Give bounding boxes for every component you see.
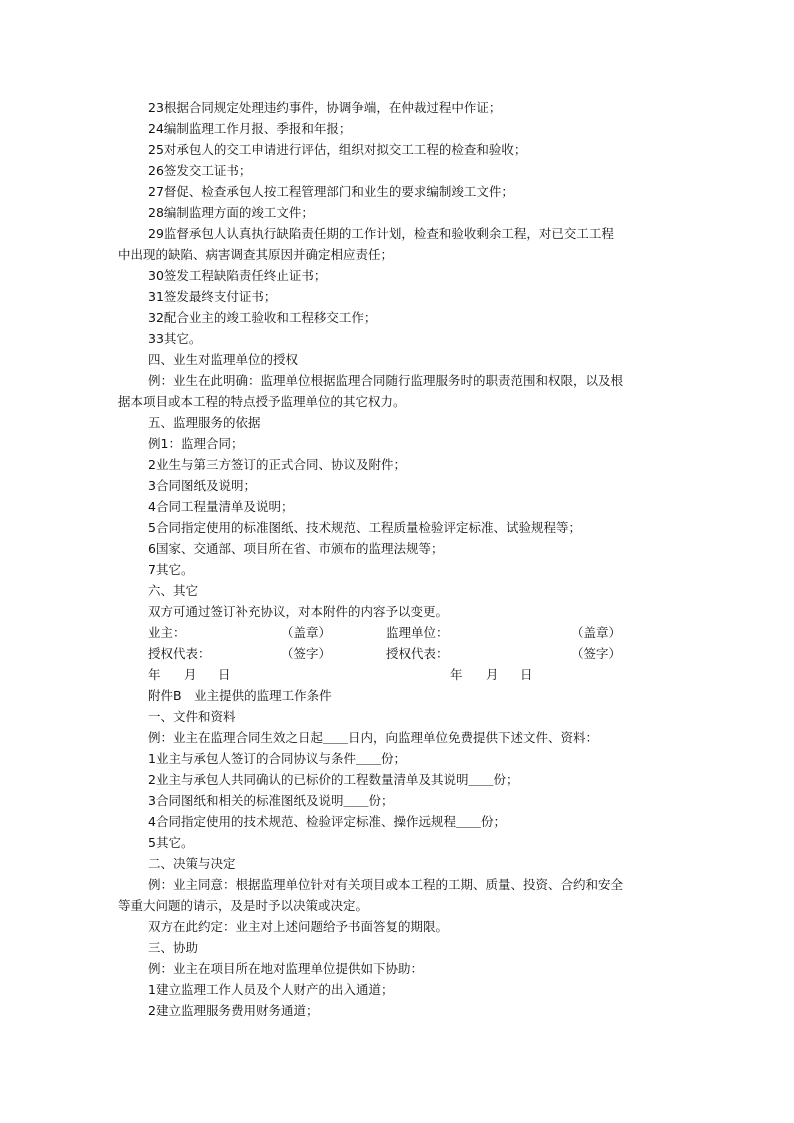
section-heading: 三、协助	[148, 940, 199, 955]
list-item: 23根据合同规定处理违约事件，协调争端，在仲裁过程中作证；	[148, 100, 502, 115]
appendix-title: 附件B 业主提供的监理工作条件	[148, 688, 332, 703]
rep-right-sign: （签字）	[571, 646, 622, 661]
section-heading: 二、决策与决定	[148, 856, 236, 871]
paragraph-continuation: 据本项目或本工程的特点授予监理单位的其它权力。	[118, 394, 406, 409]
list-item: 29监督承包人认真执行缺陷责任期的工作计划，检查和验收剩余工程，对已交工工程	[148, 226, 614, 241]
list-item: 4合同工程量清单及说明；	[148, 499, 294, 514]
date-right-year: 年	[450, 667, 463, 682]
list-item: 例1：监理合同；	[148, 436, 244, 451]
list-item: 33其它。	[148, 331, 202, 346]
date-left-day: 日	[218, 667, 231, 682]
list-item: 25对承包人的交工申请进行评估，组织对拟交工工程的检查和验收；	[148, 142, 527, 157]
paragraph-continuation: 等重大问题的请示，及是时予以决策或决定。	[118, 898, 369, 913]
section-heading: 五、监理服务的依据	[148, 415, 261, 430]
owner-seal: （盖章）	[281, 625, 332, 640]
list-item: 24编制监理工作月报、季报和年报；	[148, 121, 352, 136]
paragraph: 例：业主同意：根据监理单位针对有关项目或本工程的工期、质量、投资、合约和安全	[148, 877, 624, 892]
signature-row-date	[148, 664, 678, 685]
list-item: 30签发工程缺陷责任终止证书；	[148, 268, 327, 283]
signature-row-owner	[148, 622, 678, 643]
supervisor-seal: （盖章）	[571, 625, 622, 640]
date-right-day: 日	[520, 667, 533, 682]
section-heading: 六、其它	[148, 583, 199, 598]
list-item: 4合同指定使用的技术规范、检验评定标准、操作远规程＿＿份；	[148, 814, 506, 829]
list-item: 31签发最终支付证书；	[148, 289, 277, 304]
rep-right-label: 授权代表：	[386, 646, 449, 661]
list-item: 6国家、交通部、项目所在省、市颁布的监理法规等；	[148, 541, 444, 556]
date-right-month: 月	[486, 667, 499, 682]
list-item: 5其它。	[148, 835, 194, 850]
list-item: 1建立监理工作人员及个人财产的出入通道；	[148, 982, 394, 997]
supervisor-label: 监理单位：	[386, 625, 449, 640]
list-item: 3合同图纸和相关的标准图纸及说明＿＿份；	[148, 793, 394, 808]
list-item: 3合同图纸及说明；	[148, 478, 256, 493]
paragraph: 双方可通过签订补充协议，对本附件的内容予以变更。	[148, 604, 449, 619]
list-item: 例：业主在监理合同生效之日起＿＿日内，向监理单位免费提供下述文件、资料：	[148, 730, 599, 745]
document-body	[118, 97, 678, 1021]
rep-left-label: 授权代表：	[148, 646, 211, 661]
section-heading: 四、业生对监理单位的授权	[148, 352, 299, 367]
rep-left-sign: （签字）	[281, 646, 332, 661]
list-item: 2建立监理服务费用财务通道；	[148, 1003, 319, 1018]
list-item: 2业主与承包人共同确认的已标价的工程数量清单及其说明＿＿份；	[148, 772, 519, 787]
list-item: 2业生与第三方签订的正式合同、协议及附件；	[148, 457, 406, 472]
list-item-continuation: 中出现的缺陷、病害调查其原因并确定相应责任；	[118, 247, 394, 262]
list-item: 26签发交工证书；	[148, 163, 252, 178]
paragraph: 双方在此约定：业主对上述问题给予书面答复的期限。	[148, 919, 449, 934]
owner-label: 业主：	[148, 625, 186, 640]
section-heading: 一、文件和资料	[148, 709, 236, 724]
list-item: 例：业主在项目所在地对监理单位提供如下协助：	[148, 961, 424, 976]
paragraph: 例：业生在此明确：监理单位根据监理合同随行监理服务时的职责范围和权限，以及根	[148, 373, 624, 388]
list-item: 32配合业主的竣工验收和工程移交工作；	[148, 310, 377, 325]
date-left-year: 年	[148, 667, 161, 682]
list-item: 5合同指定使用的标准图纸、技术规范、工程质量检验评定标准、试验规程等；	[148, 520, 581, 535]
list-item: 7其它。	[148, 562, 194, 577]
list-item: 27督促、检查承包人按工程管理部门和业生的要求编制竣工文件；	[148, 184, 514, 199]
date-left-month: 月	[184, 667, 197, 682]
signature-row-rep	[148, 643, 678, 664]
list-item: 1业主与承包人签订的合同协议与条件＿＿份；	[148, 751, 406, 766]
list-item: 28编制监理方面的竣工文件；	[148, 205, 314, 220]
